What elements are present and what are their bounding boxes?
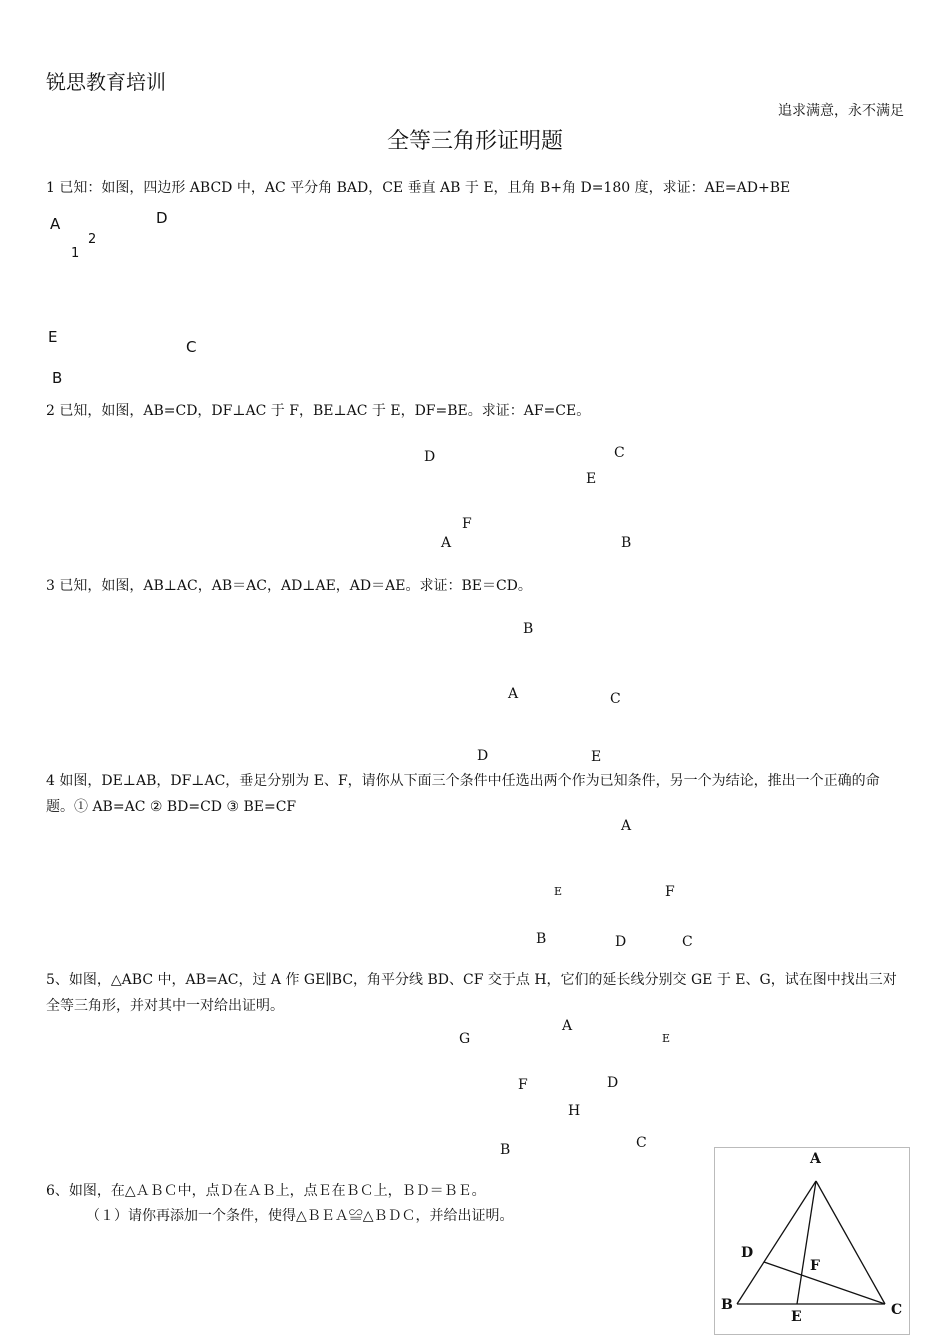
q3-label-b: B [523, 621, 534, 637]
q2-label-c: C [614, 445, 625, 461]
q3-label-c: C [610, 691, 621, 707]
q3-label-d: D [477, 748, 489, 764]
q2-label-f: F [462, 516, 472, 532]
segment-dc [764, 1262, 885, 1304]
q2-label-d: D [424, 449, 436, 465]
slogan: 追求满意，永不满足 [778, 103, 904, 119]
q1-label-c: C [186, 338, 197, 356]
fig6-label-c: C [891, 1302, 903, 1318]
q4-label-a: A [621, 818, 632, 834]
q2-label-e: E [586, 471, 597, 487]
q5-label-a: A [562, 1018, 573, 1034]
fig6-label-b: B [721, 1297, 733, 1313]
fig6-label-e: E [791, 1309, 802, 1325]
q5-label-c: C [636, 1135, 647, 1151]
organization-name: 锐思教育培训 [46, 70, 166, 94]
q5-label-g: G [459, 1031, 471, 1047]
q1-label-a: A [50, 215, 61, 233]
segment-ab [737, 1181, 816, 1304]
q2-label-a: A [441, 535, 452, 551]
q1-label-b: B [52, 369, 63, 387]
triangle-figure-6-drawing [715, 1148, 911, 1336]
q3-label-e: E [591, 749, 602, 765]
question-5-text: 5、如图，△ABC 中，AB=AC，过 A 作 GE∥BC，角平分线 BD、CF 交于点 H，它们的延长线分别交 GE 于 E、G，试在图中找出三对全等三角形，并对其中一对给出证明。 [46, 972, 897, 1014]
q5-label-d: D [607, 1075, 619, 1091]
fig6-label-d: D [741, 1245, 754, 1261]
q1-label-angle-2: 2 [88, 232, 97, 247]
question-3-text: 3 已知，如图，AB⊥AC，AB＝AC，AD⊥AE，AD＝AE。求证：BE＝CD。 [46, 578, 532, 594]
triangle-figure-6 [714, 1147, 910, 1335]
segment-ae [797, 1181, 816, 1304]
q4-label-c: C [682, 934, 693, 950]
q1-label-d: D [156, 209, 168, 227]
fig6-label-a: A [810, 1151, 821, 1167]
question-4-text: 4 如图，DE⊥AB，DF⊥AC，垂足分别为 E、F，请你从下面三个条件中任选出两个作为已知条件，另一个为结论，推出一个正确的命题。① AB=AC ② BD=CD ③ BE=CF [46, 773, 880, 815]
q5-label-b: B [500, 1142, 511, 1158]
question-6-part-1: （１）请你再添加一个条件，使得△ＢＥＡ≌△ＢＤＣ，并给出证明。 [86, 1208, 514, 1224]
q4-label-b: B [536, 931, 547, 947]
q1-label-e: E [48, 328, 58, 346]
fig6-label-f: F [810, 1258, 820, 1274]
q1-label-angle-1: 1 [71, 246, 80, 261]
page-title: 全等三角形证明题 [386, 129, 563, 154]
q4-label-e: E [554, 885, 563, 898]
q5-label-e: E [662, 1032, 671, 1045]
q4-label-f: F [665, 884, 675, 900]
q4-label-d: D [615, 934, 627, 950]
q2-label-b: B [621, 535, 632, 551]
question-6-text: 6、如图，在△ＡＢＣ中，点Ｄ在ＡＢ上，点Ｅ在ＢＣ上，ＢＤ＝ＢＥ。 [46, 1183, 486, 1199]
q5-label-f: F [518, 1077, 528, 1093]
q3-label-a: A [508, 686, 519, 702]
q5-label-h: H [568, 1103, 581, 1119]
segment-ac [816, 1181, 885, 1304]
question-1-text: 1 已知：如图，四边形 ABCD 中，AC 平分角 BAD，CE 垂直 AB 于 E，且角 B+角 D=180 度，求证：AE=AD+BE [46, 180, 791, 196]
question-2-text: 2 已知，如图，AB=CD，DF⊥AC 于 F，BE⊥AC 于 E，DF=BE。求证：AF=CE。 [46, 403, 591, 419]
